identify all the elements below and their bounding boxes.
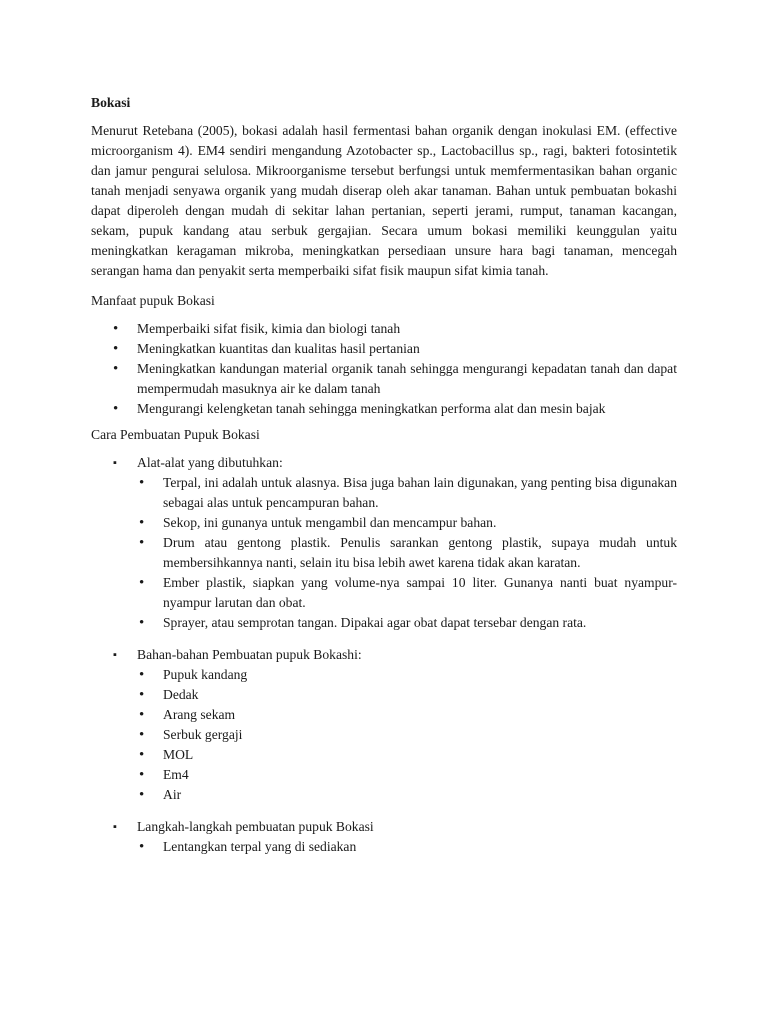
list-item: • Meningkatkan kandungan material organik tanah sehingga mengurangi kepadatan tanah dan dapat mempermudah masuknya air ke dalam tanah bbox=[137, 359, 677, 399]
list-item: • Air bbox=[163, 785, 677, 805]
alat-section bbox=[137, 453, 677, 633]
alat-list bbox=[163, 473, 677, 633]
list-item: • MOL bbox=[163, 745, 677, 765]
list-item: • Pupuk kandang bbox=[163, 665, 677, 685]
document-title: Bokasi bbox=[91, 95, 131, 110]
list-item: • Terpal, ini adalah untuk alasnya. Bisa juga bahan lain digunakan, yang penting bisa digunakan sebagai alas untuk pencampuran bahan. bbox=[163, 473, 677, 513]
list-item: • Mengurangi kelengketan tanah sehingga meningkatkan performa alat dan mesin bajak bbox=[137, 399, 677, 419]
cara-list bbox=[137, 453, 677, 857]
langkah-section bbox=[137, 817, 677, 857]
manfaat-list bbox=[137, 319, 677, 419]
list-item: • Em4 bbox=[163, 765, 677, 785]
intro-paragraph: Menurut Retebana (2005), bokasi adalah hasil fermentasi bahan organik dengan inokulasi EM. (effective microorganism 4). EM4 sendiri mengandung Azotobacter sp., Lactobacillus sp., ragi, bakteri fotosintetik dan jamur pengurai selulosa. Mikroorganisme tersebut berfungsi untuk memfermentasikan bahan organic tanah menjadi senyawa organik yang mudah diserap oleh akar tanaman. Bahan untuk pembuatan bokashi dapat diperoleh dengan mudah di sekitar lahan pertanian, seperti jerami, rumput, tanaman kacangan, sekam, pupuk kandang atau serbuk gergajian. Secara umum bokasi memiliki keunggulan yaitu meningkatkan keragaman mikroba, meningkatkan persediaan unsure hara bagi tanaman, mencegah serangan hama dan penyakit serta memperbaiki sifat fisik maupun sifat kimia tanah. bbox=[91, 123, 677, 278]
manfaat-heading: Manfaat pupuk Bokasi bbox=[91, 293, 215, 308]
list-item: • Serbuk gergaji bbox=[163, 725, 677, 745]
list-item: • Sekop, ini gunanya untuk mengambil dan mencampur bahan. bbox=[163, 513, 677, 533]
bahan-label: ▪ Bahan-bahan Pembuatan pupuk Bokashi: bbox=[137, 647, 362, 662]
bahan-section bbox=[137, 645, 677, 805]
list-item: • Drum atau gentong plastik. Penulis sarankan gentong plastik, supaya mudah untuk membersihkannya nanti, selain itu bisa lebih awet karena tidak akan karatan. bbox=[163, 533, 677, 573]
langkah-label: ▪ Langkah-langkah pembuatan pupuk Bokasi bbox=[137, 819, 374, 834]
alat-label: ▪ Alat-alat yang dibutuhkan: bbox=[137, 455, 283, 470]
list-item: • Arang sekam bbox=[163, 705, 677, 725]
list-item: • Memperbaiki sifat fisik, kimia dan biologi tanah bbox=[137, 319, 677, 339]
list-item: • Lentangkan terpal yang di sediakan bbox=[163, 837, 677, 857]
langkah-list bbox=[163, 837, 677, 857]
list-item: • Dedak bbox=[163, 685, 677, 705]
list-item: • Meningkatkan kuantitas dan kualitas hasil pertanian bbox=[137, 339, 677, 359]
list-item: • Sprayer, atau semprotan tangan. Dipakai agar obat dapat tersebar dengan rata. bbox=[163, 613, 677, 633]
bahan-list bbox=[163, 665, 677, 805]
cara-heading: Cara Pembuatan Pupuk Bokasi bbox=[91, 427, 260, 442]
list-item: • Ember plastik, siapkan yang volume-nya sampai 10 liter. Gunanya nanti buat nyampur-nyampur larutan dan obat. bbox=[163, 573, 677, 613]
